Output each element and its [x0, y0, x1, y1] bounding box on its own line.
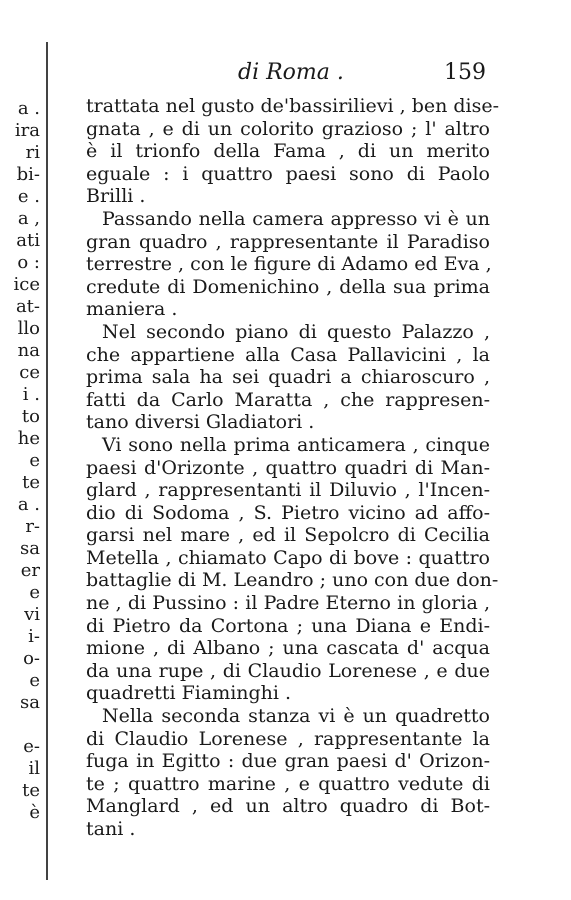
text-line: Vi sono nella prima anticamera , cinque	[102, 433, 490, 456]
facing-page-fragment: sa	[20, 692, 40, 713]
text-line: di Claudio Lorenese , rappresentante la	[86, 727, 490, 750]
text-line: quadretti Fiaminghi .	[86, 682, 292, 705]
text-line: garsi nel mare , ed il Sepolcro di Cecilia	[86, 524, 490, 547]
facing-page-fragment	[0, 714, 40, 736]
facing-page-fragment: o :	[17, 252, 40, 273]
facing-page-fragment: ri	[25, 142, 40, 163]
facing-page-fragment: a .	[17, 98, 40, 119]
facing-page-fragment: e	[29, 450, 40, 471]
text-line: dio di Sodoma , S. Pietro vicino ad affo-	[86, 501, 490, 524]
facing-page-fragment: e-	[23, 736, 40, 757]
text-line: è il trionfo della Fama , di un merito	[86, 140, 490, 163]
text-line: glard , rappresentanti il Diluvio , l'Incen-	[86, 479, 490, 502]
facing-page-fragment: e	[29, 582, 40, 603]
facing-page-fragment: bi-	[16, 164, 40, 185]
page-number: 159	[444, 60, 486, 85]
text-line: tano diversi Gladiatori .	[86, 411, 315, 434]
text-line: tani .	[86, 818, 136, 840]
text-line: che appartiene alla Casa Pallavicini , la	[86, 343, 490, 366]
text-line: gran quadro , rappresentante il Paradiso	[86, 230, 490, 253]
page-header	[0, 60, 571, 100]
facing-page-fragment: ce	[19, 362, 40, 383]
facing-page-margin	[0, 98, 40, 824]
facing-page-fragment: te	[22, 780, 40, 801]
facing-page-fragment: i .	[22, 384, 40, 405]
facing-page-fragment: to	[21, 406, 40, 427]
text-line: Manglard , ed un altro quadro di Bot-	[86, 795, 490, 818]
text-line: Nella seconda stanza vi è un quadretto	[102, 705, 490, 728]
facing-page-fragment: e	[29, 670, 40, 691]
text-line: Passando nella camera appresso vi è un	[102, 207, 490, 230]
text-line: prima sala ha sei quadri a chiaroscuro ,	[86, 366, 490, 389]
running-head: di Roma .	[238, 60, 344, 85]
text-line: fuga in Egitto : due gran paesi d' Orizon-	[86, 750, 490, 773]
facing-page-fragment: he	[17, 428, 40, 449]
text-line: eguale : i quattro paesi sono di Paolo	[86, 162, 490, 185]
text-line: gnata , e di un colorito grazioso ; l' altro	[86, 117, 490, 140]
text-line: credute di Domenichino , della sua prima	[86, 275, 490, 298]
text-line: di Pietro da Cortona ; una Diana e Endi-	[86, 614, 490, 637]
facing-page-fragment: a .	[17, 494, 40, 515]
facing-page-fragment: te	[22, 472, 40, 493]
paragraph	[86, 433, 499, 705]
text-line: Metella , chiamato Capo di bove : quattro	[86, 546, 490, 569]
facing-page-fragment: e .	[17, 186, 40, 207]
facing-page-fragment: o-	[23, 648, 40, 669]
page-fold-line	[46, 42, 48, 880]
facing-page-fragment: è	[29, 802, 40, 823]
facing-page-fragment: a ,	[17, 208, 40, 229]
facing-page-fragment: llo	[17, 318, 40, 339]
paragraph	[86, 705, 490, 841]
paragraph	[86, 95, 500, 208]
text-line: maniera .	[86, 298, 178, 321]
facing-page-fragment: vi	[24, 604, 40, 625]
text-line: ne , di Pussino : il Padre Eterno in gloria ,	[86, 592, 490, 615]
text-line: mione , di Albano ; una cascata d' acqua	[86, 637, 490, 660]
text-line: Brilli .	[86, 185, 146, 208]
facing-page-fragment: ati	[16, 230, 40, 251]
facing-page-fragment: ira	[14, 120, 40, 141]
text-line: paesi d'Orizonte , quattro quadri di Man-	[86, 456, 490, 479]
text-line: Nel secondo piano di questo Palazzo ,	[102, 320, 490, 343]
text-line: fatti da Carlo Maratta , che rappresen-	[86, 388, 490, 411]
facing-page-fragment: at-	[15, 296, 40, 317]
text-line: battaglie di M. Leandro ; uno con due don-	[86, 569, 499, 592]
text-line: te ; quattro marine , e quattro vedute di	[86, 772, 490, 795]
facing-page-fragment: i-	[28, 626, 40, 647]
paragraph	[86, 208, 490, 321]
facing-page-fragment: na	[17, 340, 40, 361]
text-line: trattata nel gusto de'bassirilievi , ben dise-	[86, 95, 500, 117]
paragraph	[86, 321, 490, 434]
facing-page-fragment: il	[28, 758, 40, 779]
facing-page-fragment: r-	[25, 516, 40, 537]
text-line: terrestre , con le figure di Adamo ed Eva ,	[86, 253, 492, 276]
body-text	[86, 95, 500, 841]
facing-page-fragment: ice	[13, 274, 40, 295]
text-line: da una rupe , di Claudio Lorenese , e due	[86, 659, 490, 682]
facing-page-fragment: sa	[20, 538, 40, 559]
facing-page-fragment: er	[20, 560, 40, 581]
